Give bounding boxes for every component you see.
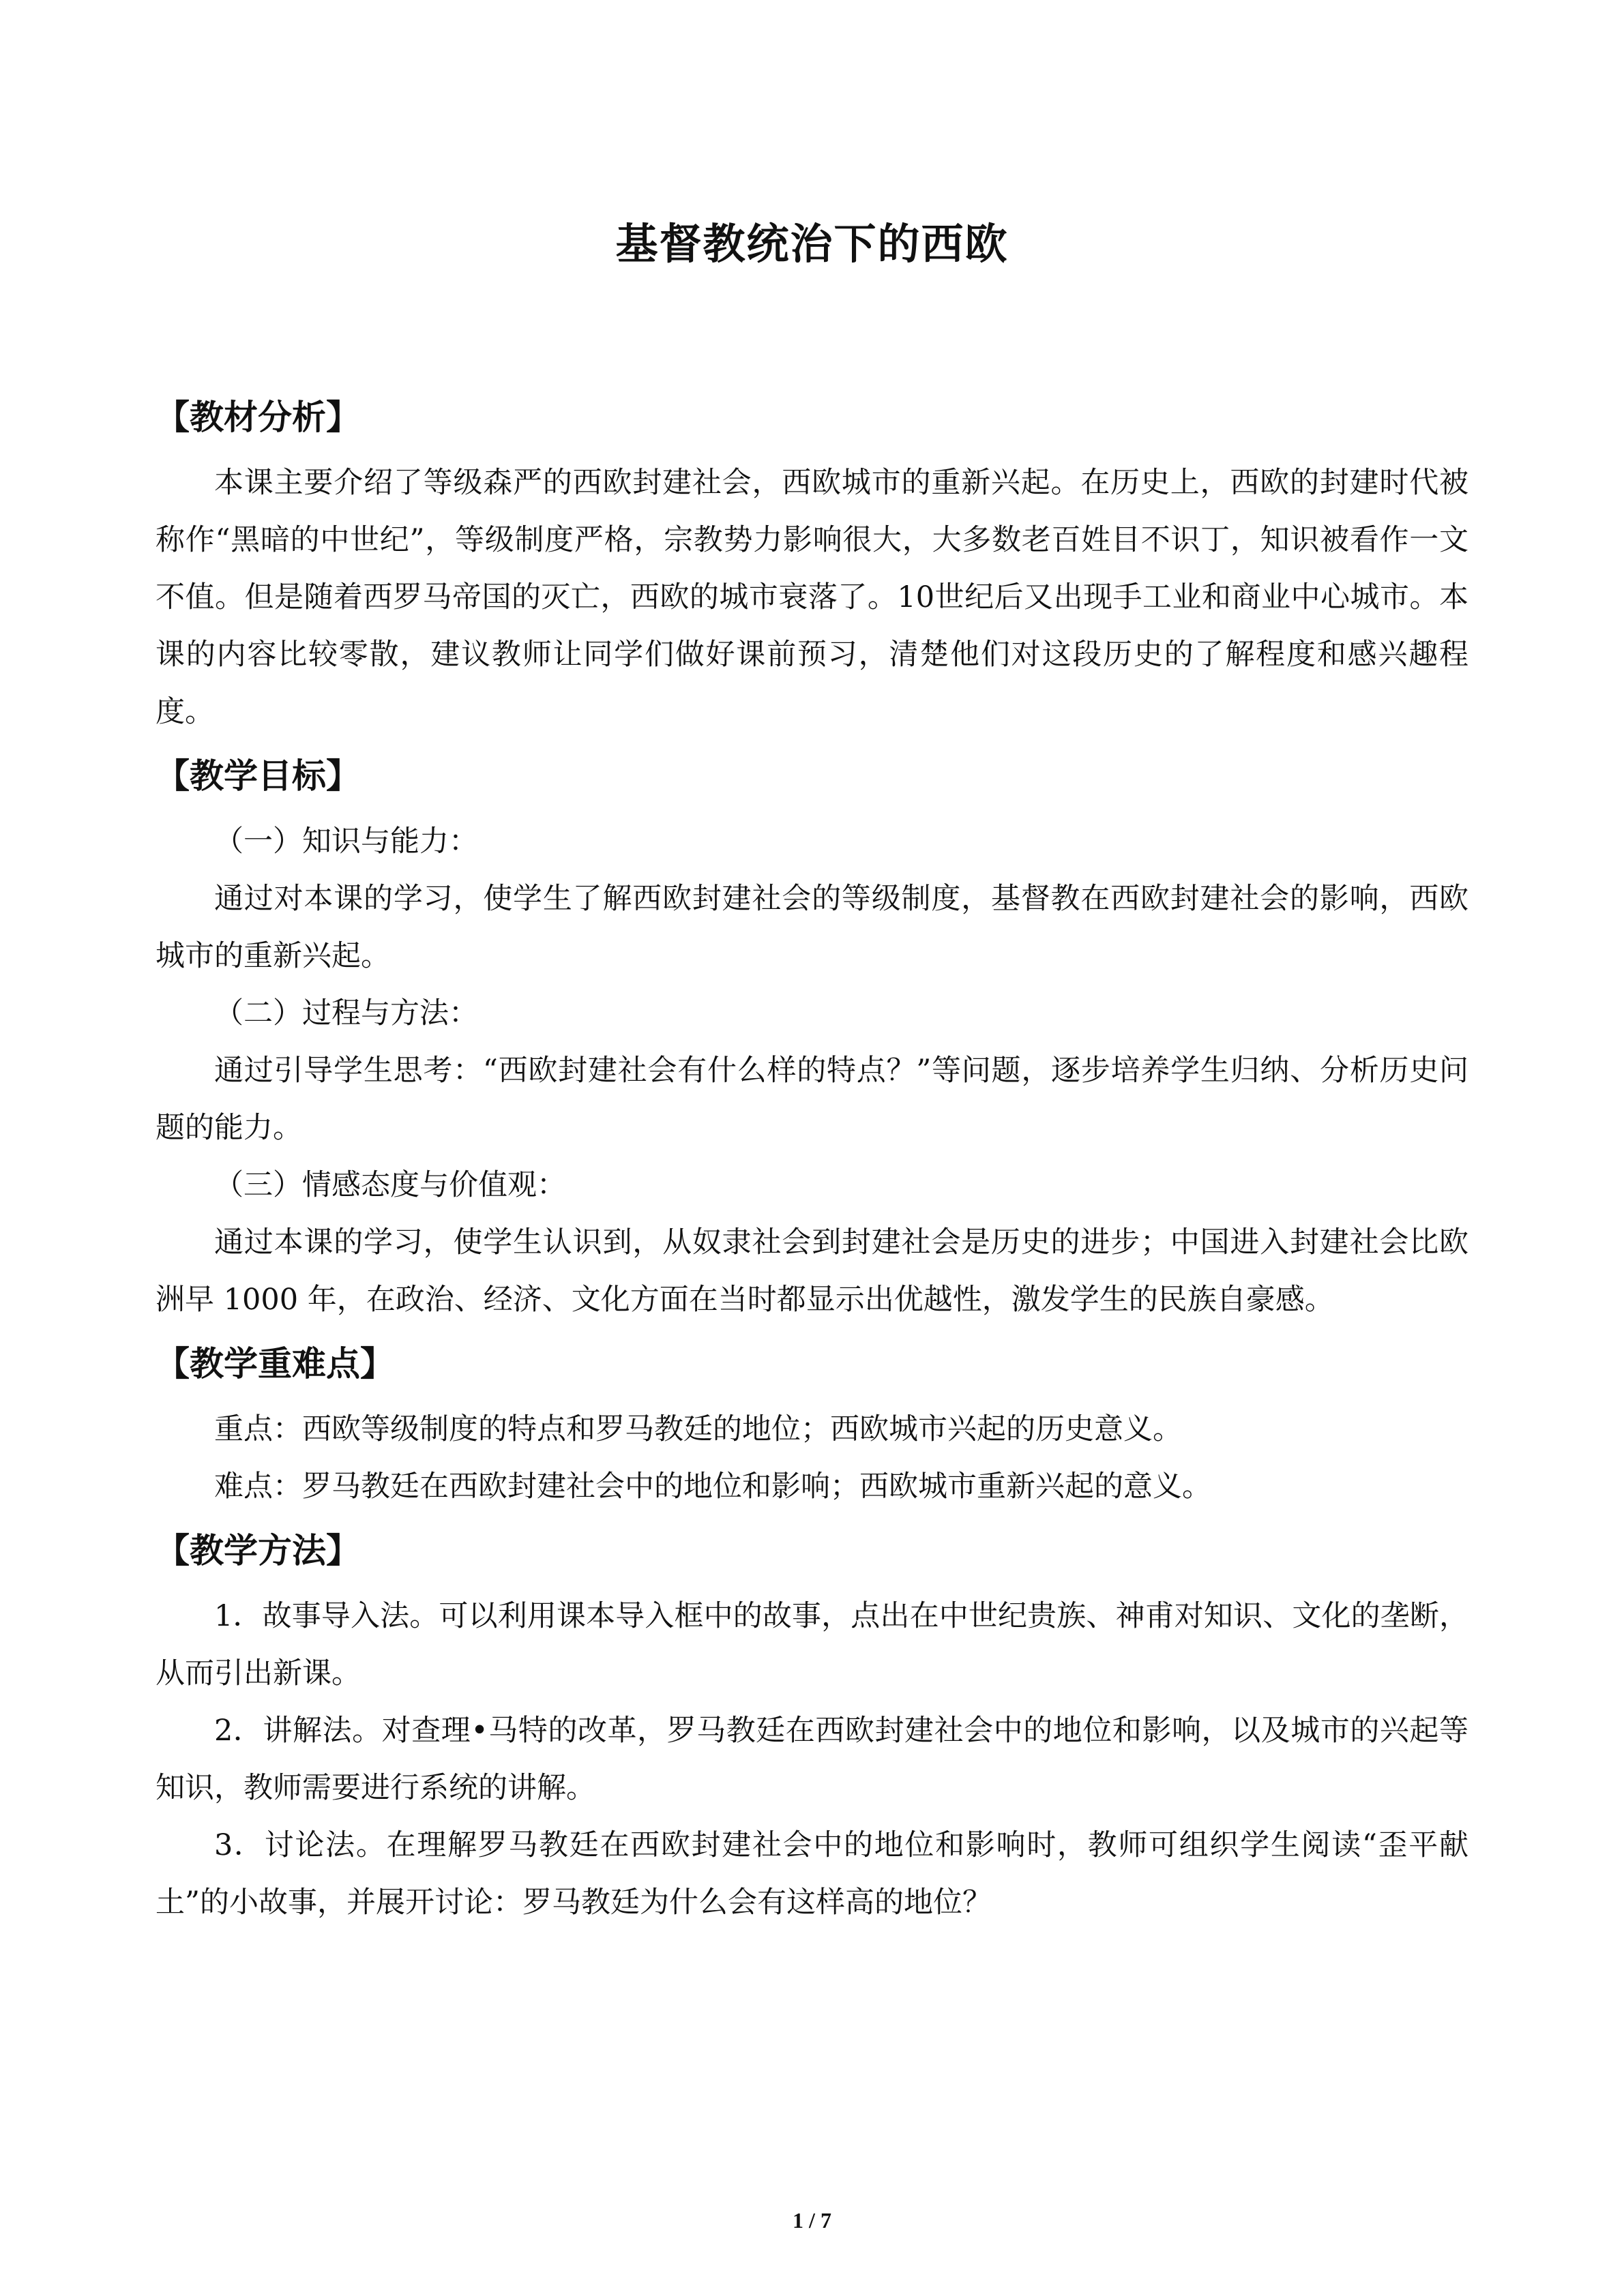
paragraph-focus: 重点：西欧等级制度的特点和罗马教廷的地位；西欧城市兴起的历史意义。 bbox=[214, 1412, 1182, 1446]
heading-analysis: 【教材分析】 bbox=[156, 398, 360, 437]
paragraph-values: 通过本课的学习，使学生认识到，从奴隶社会到封建社会是历史的进步；中国进入封建社会比欧洲早 1000 年，在政治、经济、文化方面在当时都显示出优越性，激发学生的民族自豪感。 bbox=[156, 1225, 1468, 1317]
heading-methods: 【教学方法】 bbox=[156, 1531, 360, 1570]
heading-key-points: 【教学重难点】 bbox=[156, 1344, 394, 1384]
method-item-discussion: 3．讨论法。在理解罗马教廷在西欧封建社会中的地位和影响时，教师可组织学生阅读“歪平献土”的小故事，并展开讨论：罗马教廷为什么会有这样高的地位？ bbox=[156, 1828, 1468, 1920]
paragraph-process: 通过引导学生思考：“西欧封建社会有什么样的特点？”等问题，逐步培养学生归纳、分析历史问题的能力。 bbox=[156, 1054, 1468, 1145]
paragraph-analysis: 本课主要介绍了等级森严的西欧封建社会，西欧城市的重新兴起。在历史上，西欧的封建时代被称作“黑暗的中世纪”，等级制度严格，宗教势力影响很大，大多数老百姓目不识丁，知识被看作一文不值。但是随着西罗马帝国的灭亡，西欧的城市衰落了。10世纪后又出现手工业和商业中心城市。本课的内容比较零散，建议教师让同学们做好课前预习，清楚他们对这段历史的了解程度和感兴趣程度。 bbox=[156, 466, 1468, 729]
subheading-knowledge: （一）知识与能力： bbox=[214, 824, 478, 859]
heading-objectives: 【教学目标】 bbox=[156, 756, 360, 796]
method-item-story: 1．故事导入法。可以利用课本导入框中的故事，点出在中世纪贵族、神甫对知识、文化的垄断，从而引出新课。 bbox=[156, 1599, 1468, 1690]
subheading-values: （三）情感态度与价值观： bbox=[214, 1168, 566, 1202]
paragraph-difficulty: 难点：罗马教廷在西欧封建社会中的地位和影响；西欧城市重新兴起的意义。 bbox=[214, 1470, 1211, 1504]
page-number: 1 / 7 bbox=[793, 2208, 831, 2233]
method-item-lecture: 2．讲解法。对查理•马特的改革，罗马教廷在西欧封建社会中的地位和影响，以及城市的兴起等知识，教师需要进行系统的讲解。 bbox=[156, 1714, 1468, 1805]
document-body bbox=[156, 382, 1468, 1931]
subheading-process: （二）过程与方法： bbox=[214, 996, 478, 1030]
document-title: 基督教统治下的西欧 bbox=[615, 219, 1009, 269]
paragraph-knowledge: 通过对本课的学习，使学生了解西欧封建社会的等级制度，基督教在西欧封建社会的影响，西欧城市的重新兴起。 bbox=[156, 882, 1468, 973]
